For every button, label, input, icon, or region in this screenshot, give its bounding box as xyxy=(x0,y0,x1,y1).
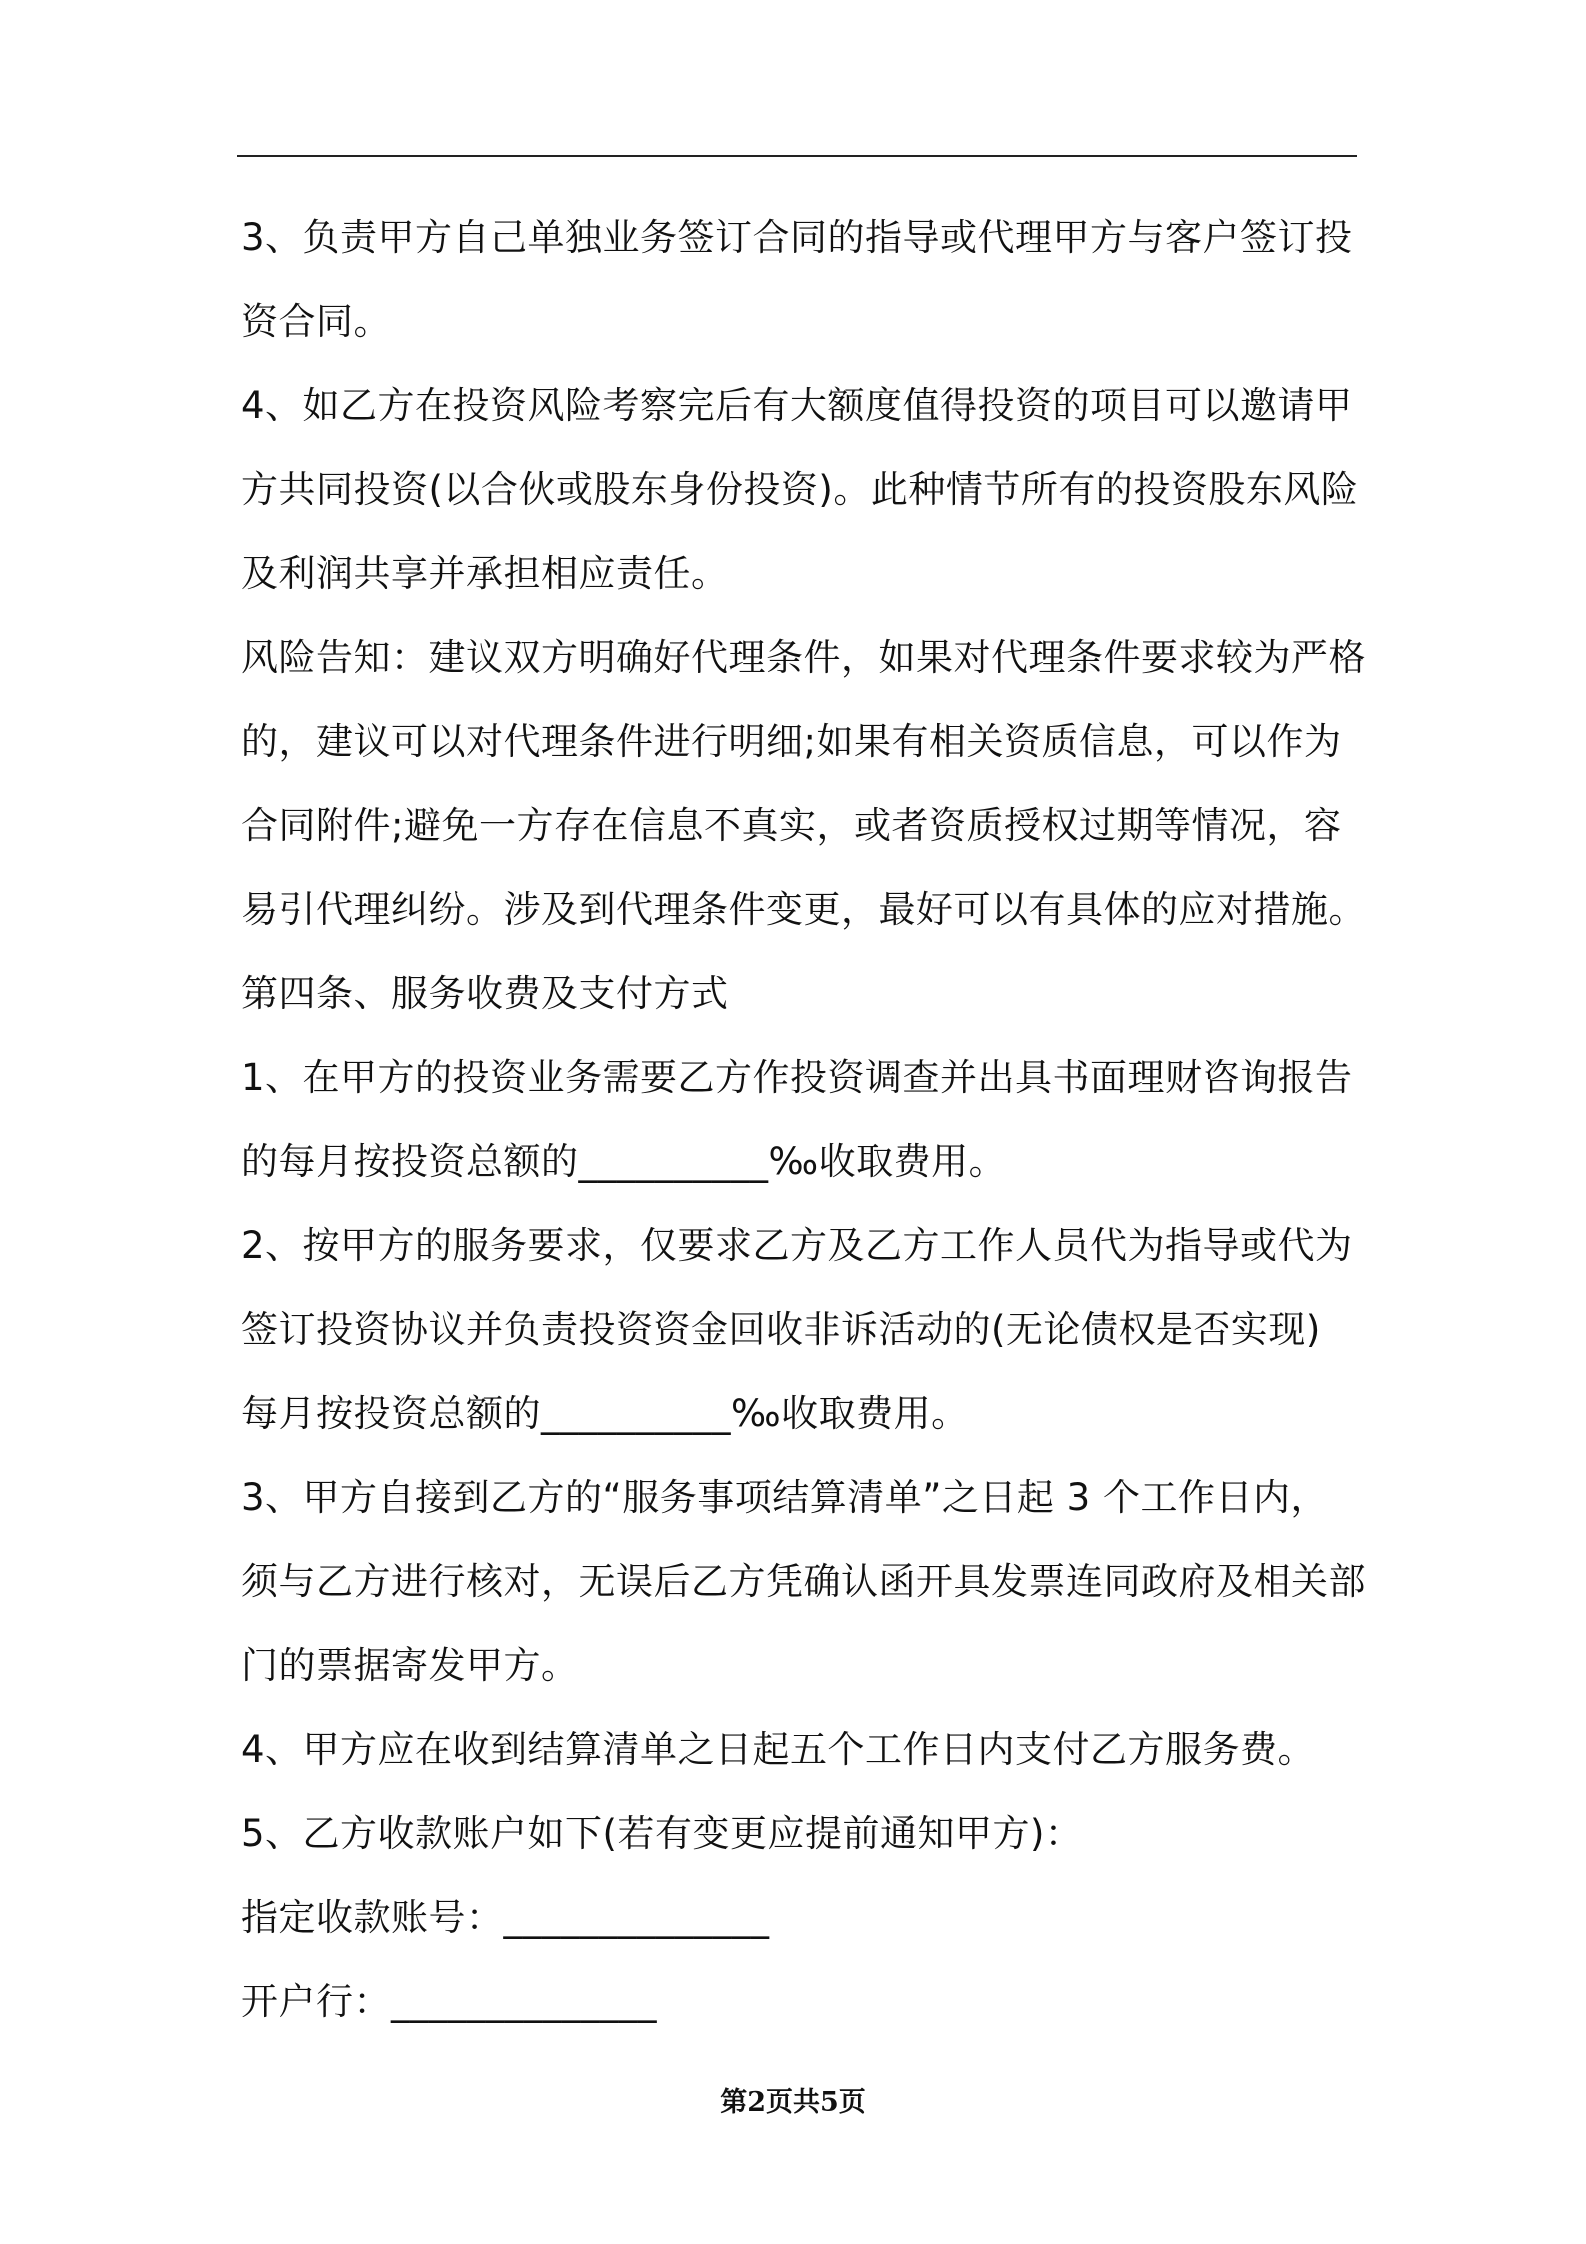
fee-item-2-line-1: 2、按甲方的服务要求，仅要求乙方及乙方工作人员代为指导或代为 xyxy=(241,1224,1353,1267)
clause-3-line-1: 3、负责甲方自己单独业务签订合同的指导或代理甲方与客户签订投 xyxy=(241,216,1353,259)
bank-name-line: 开户行：______________ xyxy=(241,1980,657,2023)
clause-4-line-1: 4、如乙方在投资风险考察完后有大额度值得投资的项目可以邀请甲 xyxy=(241,384,1353,427)
clause-4-line-2: 方共同投资(以合伙或股东身份投资)。此种情节所有的投资股东风险 xyxy=(241,468,1359,511)
fee-item-3-line-2: 须与乙方进行核对，无误后乙方凭确认函开具发票连同政府及相关部 xyxy=(241,1560,1366,1603)
document-body xyxy=(241,196,1366,2044)
page-number: 第2页共5页 xyxy=(720,2087,866,2118)
fee-item-3-line-1: 3、甲方自接到乙方的“服务事项结算清单”之日起 3 个工作日内， xyxy=(241,1476,1328,1519)
risk-notice-line-2: 的，建议可以对代理条件进行明细;如果有相关资质信息，可以作为 xyxy=(241,720,1342,763)
header-rule xyxy=(237,155,1357,157)
clause-4-line-3: 及利润共享并承担相应责任。 xyxy=(241,552,729,595)
fee-item-2-line-3: 每月按投资总额的__________‰收取费用。 xyxy=(241,1392,969,1435)
fee-item-1-line-1: 1、在甲方的投资业务需要乙方作投资调查并出具书面理财咨询报告 xyxy=(241,1056,1353,1099)
fee-item-2-line-2: 签订投资协议并负责投资资金回收非诉活动的(无论债权是否实现) xyxy=(241,1308,1321,1351)
fee-item-4-line-1: 4、甲方应在收到结算清单之日起五个工作日内支付乙方服务费。 xyxy=(241,1728,1316,1771)
fee-item-5-line-1: 5、乙方收款账户如下(若有变更应提前通知甲方)： xyxy=(241,1812,1083,1855)
risk-notice-line-4: 易引代理纠纷。涉及到代理条件变更，最好可以有具体的应对措施。 xyxy=(241,888,1366,931)
fee-item-3-line-3: 门的票据寄发甲方。 xyxy=(241,1644,579,1687)
article-4-heading: 第四条、服务收费及支付方式 xyxy=(241,972,729,1015)
account-number-line: 指定收款账号：______________ xyxy=(241,1896,770,1939)
risk-notice-line-3: 合同附件;避免一方存在信息不真实，或者资质授权过期等情况，容 xyxy=(241,804,1342,847)
risk-notice-line-1: 风险告知：建议双方明确好代理条件，如果对代理条件要求较为严格 xyxy=(241,636,1366,679)
clause-3-line-2: 资合同。 xyxy=(241,300,391,343)
fee-item-1-line-2: 的每月按投资总额的__________‰收取费用。 xyxy=(241,1140,1007,1183)
